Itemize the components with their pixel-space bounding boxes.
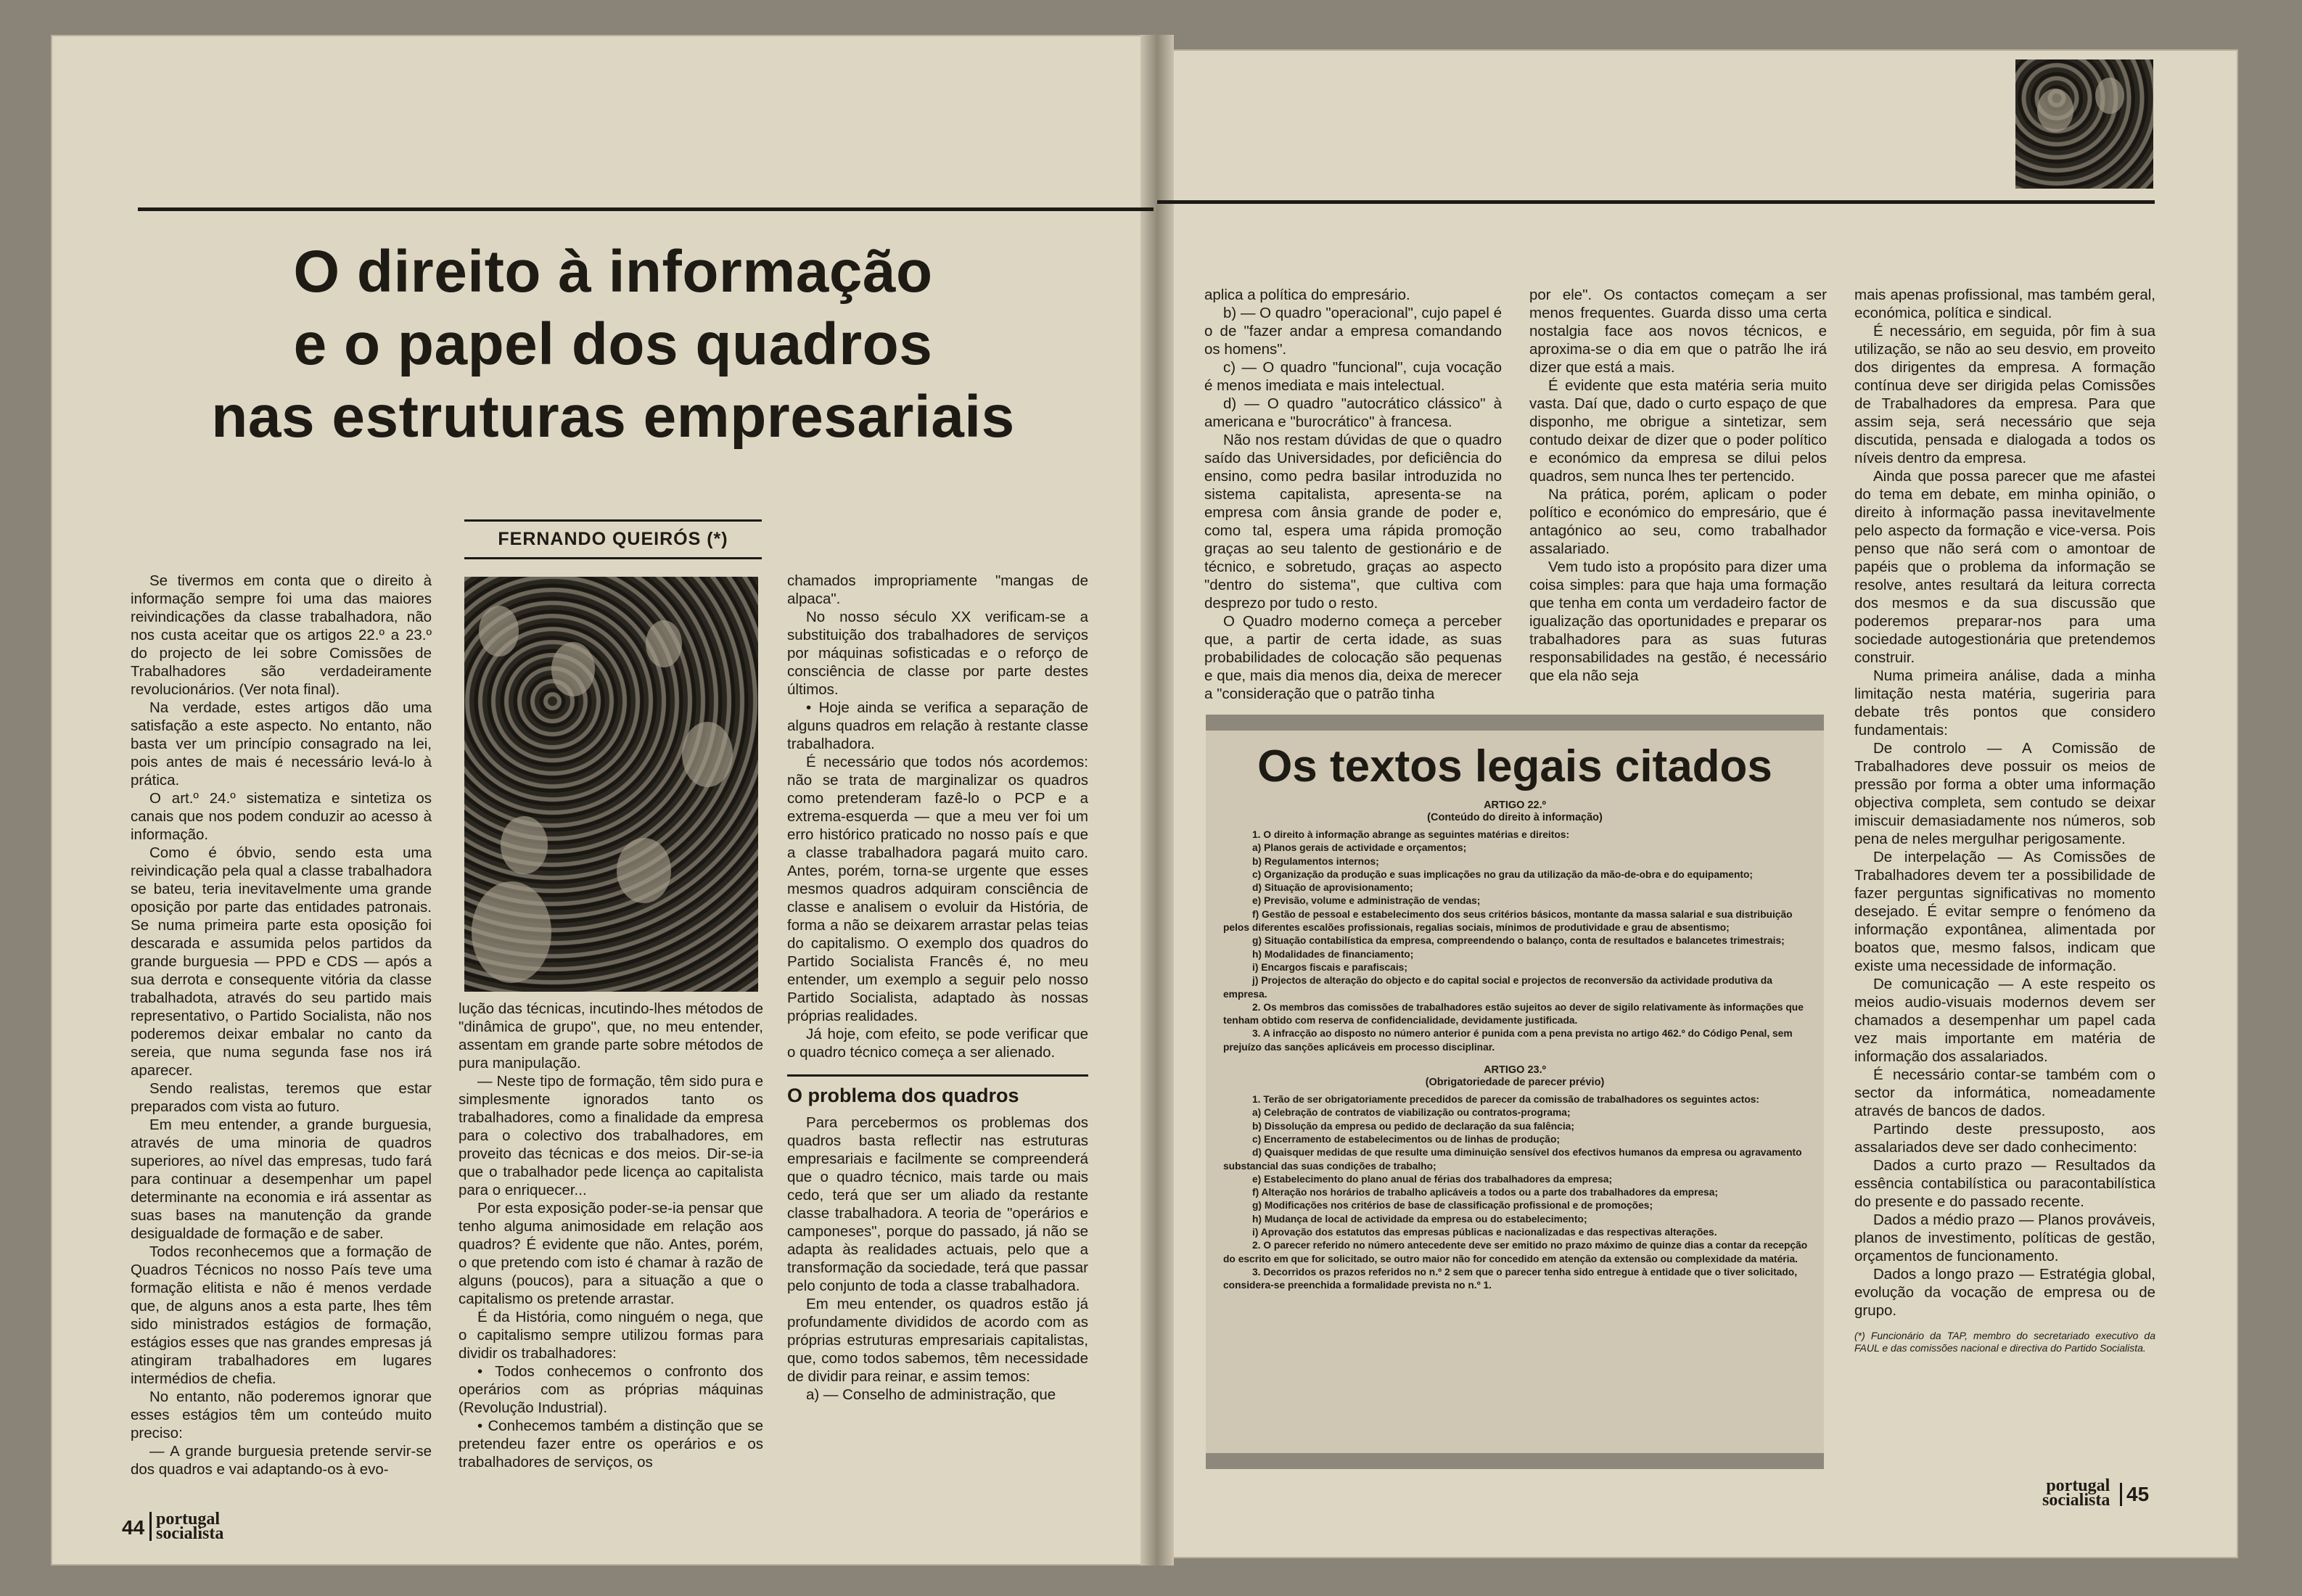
paragraph: Por esta exposição poder-se-ia pensar que tenho alguma animosidade em relação aos quadros? É evidente que não. Antes, porém, o que pretendo com isto é chamar à razão de alguns (poucos), para a situação a que o capitalismo os pretende arrastar. [459, 1200, 763, 1307]
legal-line: b) Dissolução da empresa ou pedido de declaração da sua falência; [1252, 1120, 1574, 1132]
paragraph: Em meu entender, a grande burguesia, através de uma minoria de quadros superiores, ao nível das empresas, tudo fará para continuar a desempenhar um papel determinante na economia e irá assentar as suas bases na manutenção da grande desigualdade de formação e de saber. [131, 1116, 432, 1242]
left-column-1 [131, 572, 432, 1478]
legal-line: 2. Os membros das comissões de trabalhadores estão sujeitos ao dever de sigilo relativamente às informações que tenham obtido com reserva de confidencialidade, devidamente justificada. [1223, 1001, 1804, 1027]
article-22-title: ARTIGO 22.º [1484, 799, 1546, 811]
right-column-1 [1204, 286, 1502, 703]
paragraph: Dados a médio prazo — Planos prováveis, planos de investimento, políticas de gestão, orçamentos de funcionamento. [1854, 1212, 2155, 1264]
article-23-text [1223, 1093, 1809, 1292]
paragraph: É necessário, em seguida, pôr fim à sua utilização, se não ao seu desvio, em proveito dos dirigentes da empresa. A formação contínua deve ser dirigida pelas Comissões de Trabalhadores da empresa. Para que assim seja, será necessário que seja discutida, pensada e dialogada a todos os níveis dentro da empresa. [1854, 323, 2155, 466]
top-rule-right [1157, 200, 2155, 204]
byline: FERNANDO QUEIRÓS (*) [464, 519, 762, 559]
paragraph: Sendo realistas, teremos que estar preparados com vista ao futuro. [131, 1080, 432, 1115]
box-top-stripe [1206, 715, 1824, 731]
corner-photo [2015, 59, 2153, 189]
legal-texts-box [1206, 715, 1824, 1469]
paragraph: Partindo deste pressuposto, aos assalariados deve ser dado conhecimento: [1854, 1121, 2155, 1156]
logo-line-1: portugal [156, 1510, 221, 1529]
paragraph: Na prática, porém, aplicam o poder político e económico do empresário, que é antagónico ao seu, como trabalhador assalariado. [1529, 486, 1827, 557]
headline-line-2: e o papel dos quadros [293, 311, 933, 377]
legal-line: c) Organização da produção e suas implicações no grau da utilização da mão-de-obra e do equipamento; [1252, 868, 1753, 880]
publication-logo-right [2042, 1476, 2110, 1510]
author-footnote: (*) Funcionário da TAP, membro do secretariado executivo da FAUL e das comissões nacional e directiva do Partido Socialista. [1854, 1330, 2155, 1354]
paragraph: Ainda que possa parecer que me afastei do tema em debate, em minha opinião, o direito à informação passa inevitavelmente pelo aspecto da formação e vice-versa. Pois penso que não será com o amontoar de papéis que o problema da informação se resolve, antes resultará da leitura correcta dos mesmos e da sua discussão que poderemos preparar-nos para uma sociedade autogestionária que pretendemos construir. [1854, 468, 2155, 666]
paragraph: Como é óbvio, sendo esta uma reivindicação pela qual a classe trabalhadora se bateu, teria inevitavelmente uma grande oposição por parte das entidades patronais. Se numa primeira parte esta oposição foi descarada e assumida pelos partidos da grande burguesia — PPD e CDS — após a sua derrota e consequente vitória da classe trabalhadota, através do seu partido mais representativo, o Partido Socialista, não nos poderemos deixar embalar no canto da sereia, que numa segunda fase nos irá aparecer. [131, 844, 432, 1079]
logo-line-2: socialista [156, 1524, 224, 1543]
top-rule-left [138, 207, 1154, 211]
headline [123, 236, 1103, 453]
left-column-3 [787, 572, 1088, 1404]
legal-line: 1. Terão de ser obrigatoriamente precedidos de parecer da comissão de trabalhadores os seguintes actos: [1252, 1094, 1760, 1106]
paragraph: c) — O quadro "funcional", cuja vocação é menos imediata e mais intelectual. [1204, 359, 1502, 394]
section-heading: O problema dos quadros [787, 1074, 1088, 1105]
paragraph: Vem tudo isto a propósito para dizer uma coisa simples: para que haja uma formação que tenha em conta um verdadeiro factor de igualização das oportunidades e preparar os trabalhadores para as suas futuras responsabilidades na gestão, é necessário que ela não seja [1529, 559, 1827, 684]
paragraph: Na verdade, estes artigos dão uma satisfação a este aspecto. No entanto, não basta ver um princípio consagrado na lei, pois antes de mais é necessário levá-lo à prática. [131, 699, 432, 789]
paragraph: É evidente que esta matéria seria muito vasta. Daí que, dado o curto espaço de que disponho, me obrigue a sintetizar, sem contudo deixar de dizer que o poder político e económico da empresa se dilui pelos quadros, sem nunca lhes ter pertencido. [1529, 377, 1827, 485]
article-22-subtitle: (Conteúdo do direito à informação) [1427, 812, 1603, 823]
legal-line: j) Projectos de alteração do objecto e do capital social e projectos de reconversão da actividade produtiva da empresa. [1223, 975, 1772, 1000]
paragraph: De comunicação — A este respeito os meios audio-visuais modernos devem ser chamados a desempenhar um papel cada vez mais importante em matéria de informação dos assalariados. [1854, 976, 2155, 1065]
logo-line-1: portugal [2046, 1476, 2110, 1495]
article-23-subtitle: (Obrigatoriedade de parecer prévio) [1425, 1077, 1605, 1089]
paragraph: por ele". Os contactos começam a ser menos frequentes. Guarda disso uma certa nostalgia face aos novos técnicos, e aproxima-se o dia em que o patrão lhe irá dizer que está a mais. [1529, 287, 1827, 376]
paragraph: No entanto, não poderemos ignorar que esses estágios têm um conteúdo muito preciso: [131, 1389, 432, 1441]
paragraph: aplica a política do empresário. [1204, 287, 1410, 303]
paragraph: É necessário que todos nós acordemos: não se trata de marginalizar os quadros como pretenderam fazê-lo o PCP e a extrema-esquerda — que a meu ver foi um erro histórico praticado no nosso país e que a classe trabalhadora pagará muito caro. Antes, porém, torna-se urgente que esses mesmos quadros adquiram consciência de classe e analisem o evoluir da História, de forma a não se deixarem arrastar pelas teias do capitalismo. O exemplo dos quadros do Partido Socialista Francês é, no meu entender, um exemplo a seguir pelo nosso Partido Socialista, adaptado às nossas próprias realidades. [787, 754, 1088, 1024]
paragraph: No nosso século XX verificam-se a substituição dos trabalhadores de serviços por máquinas sofisticadas e o reforço de consciência de classe por parte destes últimos. [787, 609, 1088, 698]
legal-line: f) Alteração nos horários de trabalho aplicáveis a todos ou a parte dos trabalhadores da empresa; [1252, 1187, 1718, 1198]
legal-line: a) Planos gerais de actividade e orçamentos; [1252, 842, 1467, 854]
paragraph: a) — Conselho de administração, que [806, 1386, 1056, 1403]
legal-line: i) Encargos fiscais e parafiscais; [1252, 961, 1407, 973]
box-bottom-stripe [1206, 1453, 1824, 1469]
paragraph: O art.º 24.º sistematiza e sintetiza os canais que nos podem conduzir ao acesso à informação. [131, 790, 432, 843]
paragraph: • Todos conhecemos o confronto dos operários com as próprias máquinas (Revolução Industrial). [459, 1363, 763, 1416]
legal-line: a) Celebração de contratos de viabilização ou contratos-programa; [1252, 1107, 1571, 1119]
paragraph: • Conhecemos também a distinção que se pretendeu fazer entre os operários e os trabalhadores de serviços, os [459, 1418, 763, 1470]
paragraph: lução das técnicas, incutindo-lhes métodos de "dinâmica de grupo", que, no meu entender, assentam em grande parte sobre métodos de pura manipulação. [459, 1000, 763, 1071]
paragraph: Se tivermos em conta que o direito à informação sempre foi uma das maiores reivindicações da classe trabalhadora, não nos custa aceitar que os artigos 22.º a 23.º do projecto de lei sobre Comissões de Trabalhadores são verdadeiramente revolucionários. (Ver nota final). [131, 572, 432, 698]
legal-line: b) Regulamentos internos; [1252, 855, 1379, 867]
article-22-text [1223, 828, 1809, 1054]
paragraph: chamados impropriamente "mangas de alpaca". [787, 572, 1088, 607]
paragraph: b) — O quadro "operacional", cujo papel é o de "fazer andar a empresa comandando os homens". [1204, 305, 1502, 358]
legal-line: d) Situação de aprovisionamento; [1252, 882, 1413, 894]
paragraph: Dados a longo prazo — Estratégia global, evolução da vocação de empresa ou de grupo. [1854, 1266, 2155, 1319]
legal-line: h) Modalidades de financiamento; [1252, 948, 1414, 960]
headline-line-3: nas estruturas empresariais [211, 384, 1015, 450]
legal-line: g) Situação contabilística da empresa, compreendendo o balanço, conta de resultados e balancetes trimestrais; [1252, 935, 1785, 947]
paragraph: Todos reconhecemos que a formação de Quadros Técnicos no nosso País teve uma formação elitista e não é menos verdade que, de alguns anos a esta parte, lhes têm sido ministrados estágios de formação, estágios esses que nas grandes empresas já atingiram trabalhadores em lugares intermédios de chefia. [131, 1243, 432, 1387]
legal-line: 3. Decorridos os prazos referidos no n.º 2 sem que o parecer tenha sido entregue à entidade que o tiver solicitado, considera-se preenchida a formalidade prevista no n.º 1. [1223, 1266, 1798, 1291]
paragraph: • Hoje ainda se verifica a separação de alguns quadros em relação à restante classe trabalhadora. [787, 699, 1088, 752]
page-number-right: 45 [2120, 1483, 2149, 1506]
paragraph: — A grande burguesia pretende servir-se dos quadros e vai adaptando-os à evo- [131, 1443, 432, 1478]
paragraph: O Quadro moderno começa a perceber que, a partir de certa idade, as suas probabilidades de colocação são pequenas e que, mais dia menos dia, deixa de merecer a "consideração que o patrão tinha [1204, 613, 1502, 702]
page-number-left: 44 [122, 1516, 145, 1539]
paragraph: É da História, como ninguém o nega, que o capitalismo sempre utilizou formas para dividir os trabalhadores: [459, 1309, 763, 1362]
publication-logo-left [149, 1512, 223, 1541]
legal-line: 1. O direito à informação abrange as seguintes matérias e direitos: [1252, 829, 1570, 840]
box-title: Os textos legais citados [1257, 741, 1772, 791]
legal-line: h) Mudança de local de actividade da empresa ou do estabelecimento; [1252, 1213, 1587, 1225]
legal-line: c) Encerramento de estabelecimentos ou de linhas de produção; [1252, 1133, 1560, 1145]
paragraph: Numa primeira análise, dada a minha limitação nesta matéria, sugeriria para debate três pontos que considero fundamentais: [1854, 667, 2155, 739]
left-column-2 [459, 1000, 763, 1471]
paragraph: De controlo — A Comissão de Trabalhadores deve possuir os meios de pressão por forma a obter uma informação objectiva completa, sem contudo se deixar imiscuir demasiadamente nos números, sob pena de neles mergulhar perigosamente. [1854, 740, 2155, 847]
paragraph: Não nos restam dúvidas de que o quadro saído das Universidades, por deficiência do ensino, como pedra basilar introduzida no sistema capitalista, apresenta-se na empresa com ânsia grande de poder e, como tal, espera uma rápida promoção graças ao seu talento de gestionário e de técnico, e sobretudo, graças ao aspecto "dentro do sistema", que cultiva com desprezo por tudo o resto. [1204, 432, 1502, 612]
paragraph: — Neste tipo de formação, têm sido pura e simplesmente ignorados tanto os trabalhadores, como a finalidade da empresa para o colectivo dos trabalhadores, em proveito das técnicas e dos meios. Dir-se-ia que o trabalhador pede licença ao capitalista para o enriquecer... [459, 1073, 763, 1198]
legal-line: e) Estabelecimento do plano anual de férias dos trabalhadores da empresa; [1252, 1173, 1613, 1185]
legal-line: 3. A infracção ao disposto no número anterior é punida com a pena prevista no artigo 462.º do Código Penal, sem prejuízo das sanções aplicáveis em processo disciplinar. [1223, 1028, 1793, 1053]
crowd-photo [464, 577, 758, 992]
paragraph: Já hoje, com efeito, se pode verificar que o quadro técnico começa a ser alienado. [787, 1026, 1088, 1061]
headline-line-1: O direito à informação [293, 239, 933, 305]
paragraph: Para percebermos os problemas dos quadros basta reflectir nas estruturas empresariais e facilmente se compreenderá que o quadro técnico, mais tarde ou mais cedo, terá que ser um aliado da restante classe trabalhadora. A teoria de "operários e camponeses", porque do passado, já não se adapta às realidades actuais, pelo que a transformação da sociedade, terá que passar pelo conjunto de toda a classe trabalhadora. [787, 1114, 1088, 1294]
paragraph: Em meu entender, os quadros estão já profundamente divididos de acordo com as próprias estruturas empresariais capitalistas, que, como todos sabemos, têm necessidade de dividir para reinar, e assim temos: [787, 1296, 1088, 1385]
legal-line: f) Gestão de pessoal e estabelecimento dos seus critérios básicos, montante da massa salarial e sua distribuição pelos diferentes escalões profissionais, regalias sociais, mínimos de produtividade e grau de absentismo; [1223, 908, 1793, 934]
logo-line-2: socialista [2042, 1491, 2110, 1510]
magazine-spine [1140, 35, 1174, 1566]
legal-line: g) Modificações nos critérios de base de classificação profissional e de promoções; [1252, 1200, 1653, 1212]
right-column-3 [1854, 286, 2155, 1354]
legal-line: e) Previsão, volume e administração de vendas; [1252, 895, 1481, 907]
legal-line: 2. O parecer referido no número antecedente deve ser emitido no prazo máximo de quinze dias a contar da recepção do escrito em que for solicitado, se outro maior não for concedido em atenção da extensão ou complexidade da matéria. [1223, 1240, 1808, 1264]
paragraph: mais apenas profissional, mas também geral, económica, política e sindical. [1854, 287, 2155, 321]
paragraph: De interpelação — As Comissões de Trabalhadores devem ter a possibilidade de fazer perguntas significativas no momento desejado. É evitar sempre o fenómeno da informação expontânea, alimentada por boatos que, mesmo falsos, indicam que existe uma necessidade de informação. [1854, 849, 2155, 974]
paragraph: É necessário contar-se também com o sector da informática, nomeadamente através de bancos de dados. [1854, 1066, 2155, 1119]
paragraph: d) — O quadro "autocrático clássico" à americana e "burocrático" à francesa. [1204, 395, 1502, 430]
legal-line: i) Aprovação dos estatutos das empresas públicas e nacionalizadas e das respectivas alterações. [1252, 1227, 1717, 1238]
right-column-2 [1529, 286, 1827, 685]
legal-line: d) Quaisquer medidas de que resulte uma diminuição sensível dos efectivos humanos da empresa ou agravamento substancial das suas condições de trabalho; [1223, 1147, 1802, 1172]
article-23-title: ARTIGO 23.º [1484, 1064, 1546, 1077]
paragraph: Dados a curto prazo — Resultados da essência contabilística ou paracontabilística do presente e do passado recente. [1854, 1157, 2155, 1210]
